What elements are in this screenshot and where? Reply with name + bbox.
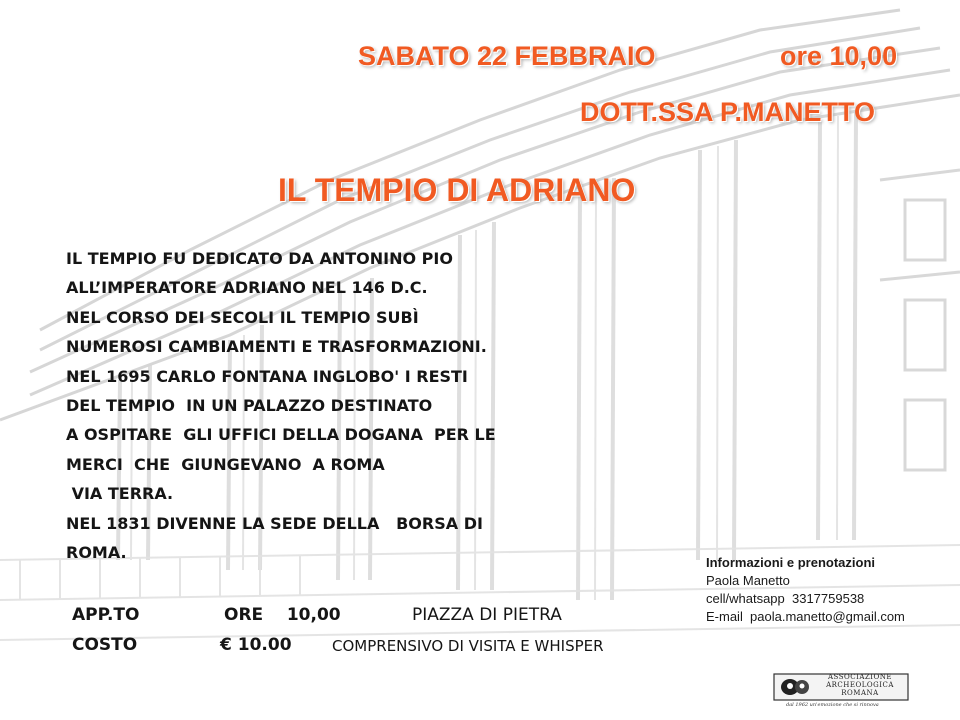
logo-name: ASSOCIAZIONE ARCHEOLOGICA ROMANA: [826, 673, 894, 697]
contact-block: [706, 554, 905, 626]
description-line: ALL’IMPERATORE ADRIANO NEL 146 D.C.: [66, 278, 428, 298]
cost-note: COMPRENSIVO DI VISITA E WHISPER: [332, 637, 604, 655]
description-line: IL TEMPIO FU DEDICATO DA ANTONINO PIO: [66, 249, 453, 268]
description-line: NEL CORSO DEI SECOLI IL TEMPIO SUBÌ: [66, 307, 419, 327]
appointment-time: ORE 10,00: [224, 605, 341, 625]
description-line: NUMEROSI CAMBIAMENTI E TRASFORMAZIONI.: [66, 337, 487, 357]
event-date: SABATO 22 FEBBRAIO: [358, 41, 656, 71]
description-line: A OSPITARE GLI UFFICI DELLA DOGANA PER LE: [66, 425, 496, 445]
description-line: NEL 1695 CARLO FONTANA INGLOBO' I RESTI: [66, 366, 468, 386]
contact-email: E-mail paola.manetto@gmail.com: [706, 609, 905, 624]
appointment-place: PIAZZA DI PIETRA: [412, 605, 562, 625]
description-line: MERCI CHE GIUNGEVANO A ROMA: [66, 454, 385, 474]
description-line: ROMA.: [66, 543, 127, 563]
description-line: NEL 1831 DIVENNE LA SEDE DELLA BORSA DI: [66, 513, 483, 533]
description-text: [66, 244, 496, 567]
speaker-name: DOTT.SSA P.MANETTO: [580, 97, 876, 127]
event-time: ore 10,00: [780, 41, 898, 71]
cost-value: € 10.00: [220, 635, 292, 655]
description-line: VIA TERRA.: [66, 484, 174, 504]
description-line: DEL TEMPIO IN UN PALAZZO DESTINATO: [66, 396, 433, 416]
contact-phone: cell/whatsapp 3317759538: [706, 591, 865, 606]
logo-tagline: dal 1962 un'emozione che si rinnova: [786, 702, 879, 708]
contact-name: Paola Manetto: [706, 573, 790, 588]
appointment-label: APP.TO: [72, 605, 140, 625]
cost-label: COSTO: [72, 635, 138, 655]
event-title: IL TEMPIO DI ADRIANO: [278, 172, 636, 208]
contact-heading: Informazioni e prenotazioni: [706, 555, 876, 570]
